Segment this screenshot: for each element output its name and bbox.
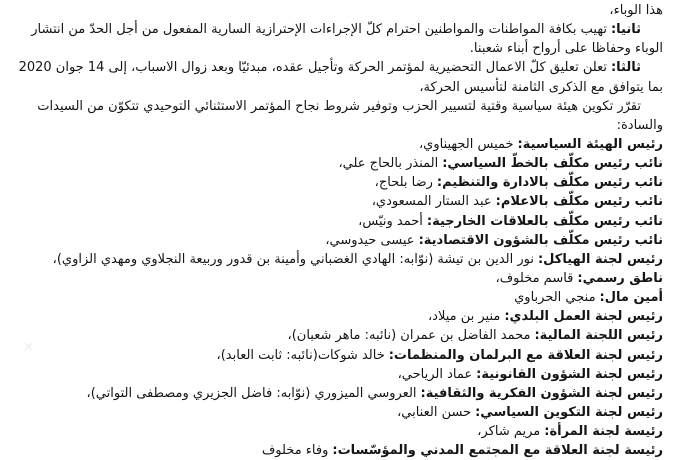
role-line-legal-affairs-committee: [4, 365, 663, 384]
role-line-vice-political-line: [4, 154, 663, 173]
paragraph-decision-line: [4, 97, 663, 116]
role-line-municipal-work-committee: [4, 307, 663, 326]
paragraph-third-clause: [4, 58, 663, 77]
role-title: رئيس لجنة الشؤون الفكرية والثقافية:: [420, 385, 663, 401]
paragraph-continuation-line: [4, 78, 663, 97]
paragraph-continuation-line: [4, 116, 663, 135]
role-holder-name: خالد شوكات(نائبه: ثابت العابد)،: [216, 347, 385, 363]
role-title: رئيس الهيئة السياسية:: [517, 136, 663, 152]
role-title: رئيس لجنة الشؤون القانونية:: [476, 366, 663, 382]
paragraph-continuation-line: [4, 1, 663, 20]
role-line-parliament-relations-committee: [4, 346, 663, 365]
line-text: تعلن تعليق كلّ الاعمال التحضيرية لمؤتمر الحركة وتأجيل عقده، مبدئيّا وبعد زوال الاسباب، إلى 14 جوان 2020: [18, 60, 607, 76]
role-holder-name: وفاء مخلوف: [261, 443, 329, 459]
clause-label: ثانيا:: [610, 22, 641, 38]
role-line-political-training-committee: [4, 403, 663, 422]
role-holder-name: قاسم مخلوف،: [495, 270, 574, 286]
role-title: نائب رئيس مكلّف بالعلاقات الخارجية:: [426, 213, 663, 229]
role-title: رئيسة لجنة المرأة:: [544, 424, 663, 440]
role-holder-name: منير بن ميلاد،: [427, 309, 501, 325]
role-title: رئيس لجنة العمل البلدي:: [504, 309, 663, 325]
role-title: نائب رئيس مكلّف بالادارة والتنظيم:: [436, 175, 663, 191]
role-title: نائب رئيس مكلّف بالاعلام:: [495, 194, 663, 210]
role-title: نائب رئيس مكلّف بالشؤون الاقتصادية:: [418, 232, 663, 248]
role-line-civil-society-committee: [4, 441, 663, 460]
role-line-intellectual-cultural-committee: [4, 384, 663, 403]
role-line-vice-administration: [4, 173, 663, 192]
role-line-treasurer: [4, 288, 663, 307]
role-holder-name: عيسى حيدوسي،: [325, 232, 415, 248]
role-title: رئيس لجنة الهياكل:: [537, 251, 663, 267]
role-holder-name: حسن العنابي،: [397, 404, 472, 420]
role-holder-name: نور الدين بن تيشة (نوّابه: الهادي الغضباني وأمينة بن قدور وربيعة النجلاوي ومهدي الزاوي)،: [52, 251, 534, 267]
role-line-finance-committee: [4, 326, 663, 345]
role-title: رئيس لجنة العلاقة مع البرلمان والمنظمات:: [388, 347, 663, 363]
paragraph-second-clause: [4, 20, 663, 39]
role-holder-name: عبد الستار المسعودي،: [371, 194, 492, 210]
line-text: والسادة:: [616, 117, 663, 133]
line-text: الوباء وحفاظا على أرواح أبناء شعبنا.: [469, 41, 663, 57]
line-text: تهيب بكافة المواطنات والمواطنين احترام كلّ الإجراءات الإحترازية السارية المفعول من أجل الحدّ من انتشار: [31, 22, 607, 38]
line-text: هذا الوباء،: [609, 3, 663, 18]
clause-label: ثالثا:: [610, 60, 641, 76]
role-holder-name: رضا بلحاج،: [374, 175, 433, 191]
role-line-political-bureau-chief: [4, 135, 663, 154]
scan-smudge-mark: [24, 342, 33, 351]
role-holder-name: أحمد ونيّس،: [358, 213, 423, 229]
role-title: رئيس اللجنة المالية:: [534, 328, 663, 344]
role-line-women-committee: [4, 422, 663, 441]
role-title: أمين مال:: [599, 290, 663, 306]
role-title: رئيسة لجنة العلاقة مع المجتمع المدني والمؤسّسات:: [332, 443, 663, 459]
role-holder-name: المنذر بالحاج علي،: [338, 156, 439, 172]
role-line-spokesperson: [4, 269, 663, 288]
role-holder-name: مريم شاكر،: [477, 424, 541, 440]
role-title: رئيس لجنة التكوين السياسي:: [475, 404, 663, 420]
line-text: بما يتوافق مع الذكرى الثامنة لتأسيس الحركة،: [419, 79, 663, 95]
role-line-vice-media: [4, 192, 663, 211]
role-holder-name: خميس الجهيناوي،: [418, 136, 514, 152]
role-line-vice-economic-affairs: [4, 231, 663, 250]
role-holder-name: محمد الفاضل بن عمران (نائبه: ماهر شعبان)،: [287, 328, 531, 344]
line-text: تقرّر تكوين هيئة سياسية وقتية لتسيير الحزب وتوفير شروط نجاح المؤتمر الاستثنائي التوحيدي تتكوّن من السيدات: [37, 98, 641, 114]
paragraph-continuation-line: [4, 39, 663, 58]
role-line-structures-committee: [4, 250, 663, 269]
role-title: نائب رئيس مكلّف بالخطّ السياسي:: [442, 156, 663, 172]
role-line-vice-foreign-relations: [4, 212, 663, 231]
role-title: ناطق رسمي:: [577, 270, 663, 286]
role-holder-name: منجي الحرباوي: [514, 290, 596, 306]
role-holder-name: عماد الرياحي،: [397, 366, 473, 382]
role-holder-name: العروسي الميزوري (نوّابه: فاضل الجزيري ومصطفى التواتي)،: [86, 385, 417, 401]
